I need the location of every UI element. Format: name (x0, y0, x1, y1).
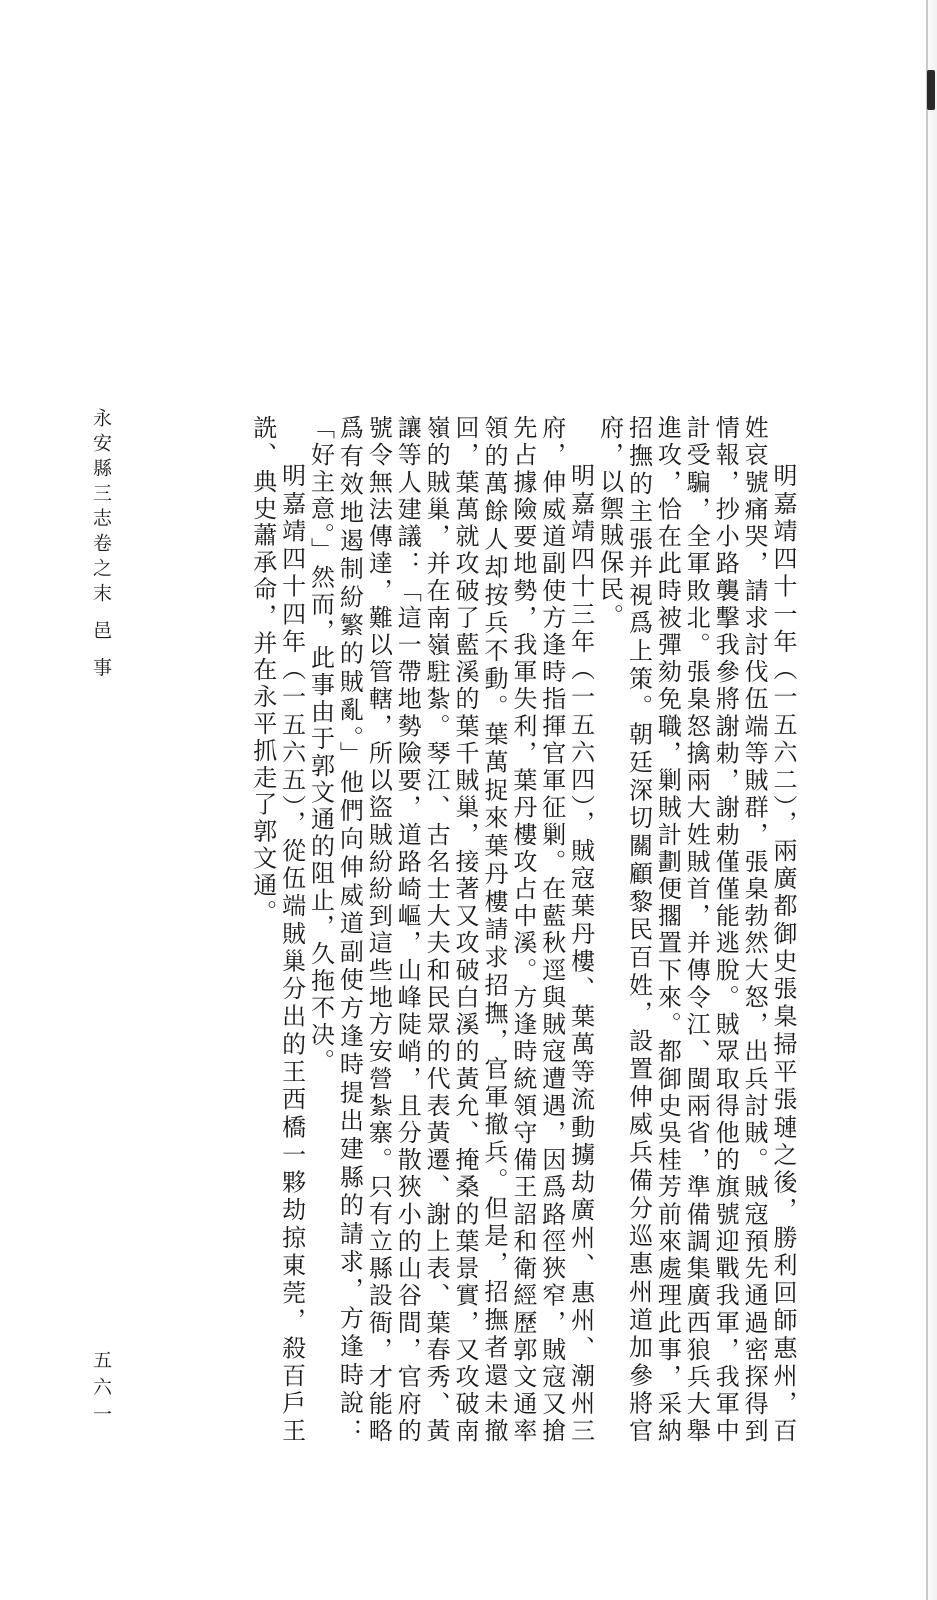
paragraph-1564: 明嘉靖四十三年（一五六四），賊寇葉丹樓、葉萬等流動擄劫廣州、惠州、潮州三府，伸威道副使方逢時指揮官軍征剿。在藍秋逕與賊寇遭遇，因爲路徑狹窄，賊寇又搶先占據險要地勢，我軍失利，葉丹樓攻占中溪。方逢時統領守備王詔和衛經歷郭文通率領的萬餘人却按兵不動。葉萬捉來葉丹樓請求招撫，官軍撤兵。但是，招撫者還未撤回，葉萬就攻破了藍溪的葉千賊巢，接著又攻破白溪的黃允、掩桑的葉景實，又攻破南嶺的賊巢，并在南嶺駐紮。琴江、古名士大夫和民眾的代表黃遷、謝上表、葉春秀、黃讓等人建議：「這一帶地勢險要，道路崎嶇，山峰陡峭，且分散狹小的山谷間，官府的號令無法傳達，難以管轄，所以盜賊紛紛到這些地方安營紮寨。只有立縣設衙，才能略爲有效地遏制紛繁的賊亂。」他們向伸威道副使方逢時提出建縣的請求，方逢時說：「好主意。」然而，此事由于郭文通的阻止，久拖不决。 (306, 415, 595, 1445)
body-text (157, 415, 797, 1445)
page-edge-line (926, 0, 928, 1600)
running-header: 永安縣三志卷之末 邑 事 (90, 408, 112, 683)
scan-corner-mark (927, 70, 935, 110)
paragraph-1562: 明嘉靖四十一年（一五六二），兩廣都御史張臬掃平張璉之後，勝利回師惠州，百姓哀號痛哭，請求討伐伍端等賊群，張臬勃然大怒，出兵討賊。賊寇預先通過密探得到情報，抄小路襲擊我參將謝勅，謝勅僅僅能逃脫。賊眾取得他的旗號迎戰我軍，我軍中計受騙，全軍敗北。張臬怒擒兩大姓賊首，并傳令江、閩兩省，準備調集廣西狼兵大舉進攻，恰在此時被彈劾免職，剿賊計劃便擱置下來。都御史吳桂芳前來處理此事，采納招撫的主張并視爲上策。朝廷深切關顧黎民百姓，設置伸威兵備分巡惠州道加參將官府，以禦賊保民。 (595, 415, 797, 1445)
paragraph-1565: 明嘉靖四十四年（一五六五），從伍端賊巢分出的王西橋一夥劫掠東莞，殺百戶王詵、典史蕭承命，并在永平抓走了郭文通。 (248, 415, 306, 1445)
page-number: 五六一 (90, 1350, 112, 1431)
